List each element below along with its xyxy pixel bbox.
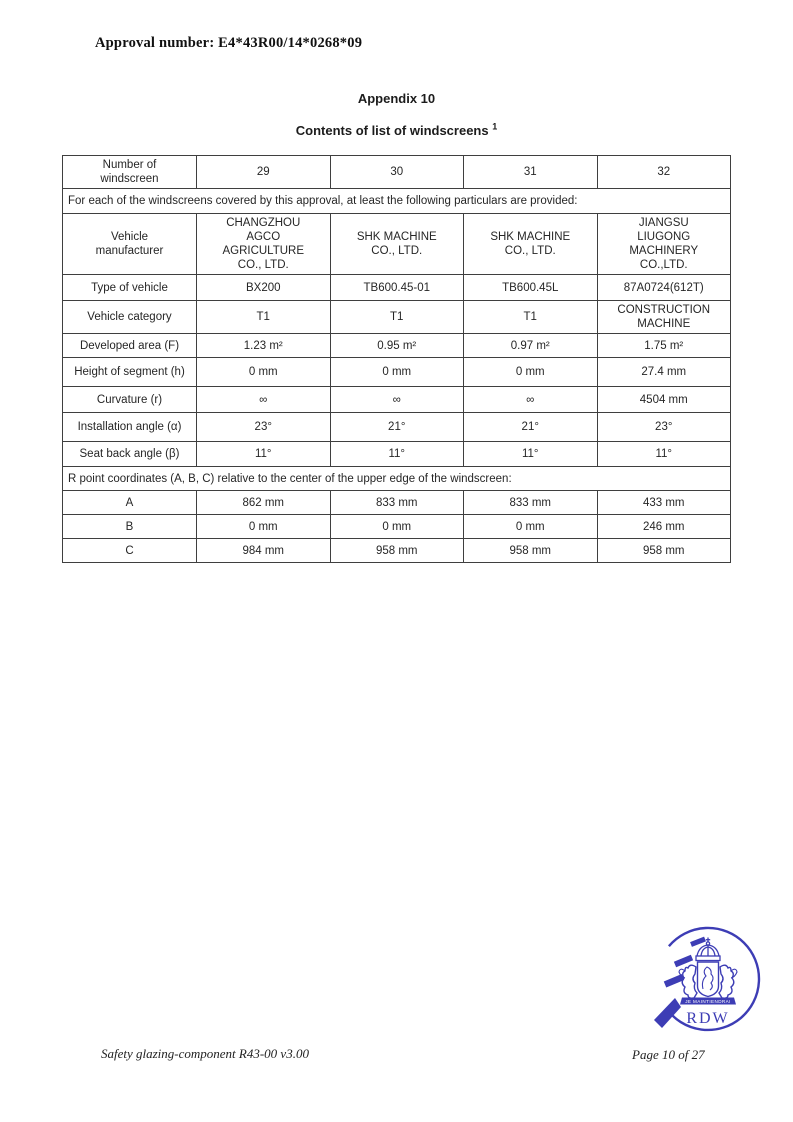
windscreens-table: [62, 155, 731, 563]
cell-c-32: 958 mm: [597, 539, 731, 563]
cell-type-31: TB600.45L: [464, 275, 598, 301]
row-label-developed-area: Developed area (F): [63, 334, 197, 358]
motto-text: JE MAINTIENDRAI: [685, 998, 731, 1004]
cell-height-29: 0 mm: [197, 358, 331, 387]
cell-a-31: 833 mm: [464, 491, 598, 515]
table-row: [63, 358, 731, 387]
cell-category-29: T1: [197, 301, 331, 334]
table-row: [63, 515, 731, 539]
windscreen-number-31: 31: [464, 156, 598, 189]
approval-number: Approval number: E4*43R00/14*0268*09: [95, 35, 363, 51]
table-row: [63, 539, 731, 563]
cell-area-30: 0.95 m²: [330, 334, 464, 358]
table-row: [63, 334, 731, 358]
windscreen-number-30: 30: [330, 156, 464, 189]
cell-install-angle-31: 21°: [464, 413, 598, 442]
cell-curvature-30: ∞: [330, 387, 464, 413]
contents-title-footnote-marker: 1: [492, 121, 498, 132]
cell-manufacturer-31: SHK MACHINE CO., LTD.: [464, 214, 598, 275]
table-row: [63, 189, 731, 214]
rdw-logo-graphic: [652, 921, 764, 1037]
cell-install-angle-30: 21°: [330, 413, 464, 442]
cell-type-30: TB600.45-01: [330, 275, 464, 301]
row-label-number-of-windscreen: Number of windscreen: [63, 156, 197, 189]
motto-banner: [680, 998, 736, 1005]
cell-a-30: 833 mm: [330, 491, 464, 515]
cell-b-32: 246 mm: [597, 515, 731, 539]
footer-document-id: Safety glazing-component R43-00 v3.00: [101, 1046, 309, 1061]
r-point-heading-row: R point coordinates (A, B, C) relative to the center of the upper edge of the windscreen:: [63, 467, 731, 491]
cell-type-32: 87A0724(612T): [597, 275, 731, 301]
cell-category-32: CONSTRUCTION MACHINE: [597, 301, 731, 334]
cell-seat-angle-31: 11°: [464, 442, 598, 467]
cell-curvature-29: ∞: [197, 387, 331, 413]
cell-type-29: BX200: [197, 275, 331, 301]
table-row: [63, 413, 731, 442]
cell-manufacturer-30: SHK MACHINE CO., LTD.: [330, 214, 464, 275]
cell-b-29: 0 mm: [197, 515, 331, 539]
table-row: [63, 387, 731, 413]
footer-page-number: Page 10 of 27: [632, 1047, 705, 1062]
cell-manufacturer-29: CHANGZHOU AGCO AGRICULTURE CO., LTD.: [197, 214, 331, 275]
table-row: [63, 301, 731, 334]
cell-c-31: 958 mm: [464, 539, 598, 563]
intro-row: For each of the windscreens covered by this approval, at least the following particulars are provided:: [63, 189, 731, 214]
cell-c-29: 984 mm: [197, 539, 331, 563]
cell-b-31: 0 mm: [464, 515, 598, 539]
left-lion-icon: [679, 965, 697, 998]
cell-area-29: 1.23 m²: [197, 334, 331, 358]
cell-area-31: 0.97 m²: [464, 334, 598, 358]
row-label-vehicle-manufacturer: Vehicle manufacturer: [63, 214, 197, 275]
shield-icon: [698, 962, 719, 997]
row-label-vehicle-category: Vehicle category: [63, 301, 197, 334]
cell-a-29: 862 mm: [197, 491, 331, 515]
row-label-height-of-segment: Height of segment (h): [63, 358, 197, 387]
cell-a-32: 433 mm: [597, 491, 731, 515]
row-label-curvature: Curvature (r): [63, 387, 197, 413]
row-label-coordinate-c: C: [63, 539, 197, 563]
cell-manufacturer-32: JIANGSU LIUGONG MACHINERY CO.,LTD.: [597, 214, 731, 275]
rdw-text: RDW: [686, 1010, 730, 1027]
table-row: [63, 214, 731, 275]
cell-seat-angle-29: 11°: [197, 442, 331, 467]
cell-height-31: 0 mm: [464, 358, 598, 387]
table-row: [63, 156, 731, 189]
contents-title-text: Contents of list of windscreens: [295, 123, 489, 138]
cell-install-angle-32: 23°: [597, 413, 731, 442]
cell-curvature-32: 4504 mm: [597, 387, 731, 413]
table-row: [63, 467, 731, 491]
cell-c-30: 958 mm: [330, 539, 464, 563]
rdw-stamp-logo: [652, 921, 764, 1037]
cell-seat-angle-32: 11°: [597, 442, 731, 467]
speed-wedge: [654, 998, 681, 1028]
windscreen-number-29: 29: [197, 156, 331, 189]
table-row: [63, 275, 731, 301]
cell-curvature-31: ∞: [464, 387, 598, 413]
table-row: [63, 491, 731, 515]
cell-height-30: 0 mm: [330, 358, 464, 387]
cell-area-32: 1.75 m²: [597, 334, 731, 358]
cell-height-32: 27.4 mm: [597, 358, 731, 387]
row-label-type-of-vehicle: Type of vehicle: [63, 275, 197, 301]
cell-category-31: T1: [464, 301, 598, 334]
row-label-seat-back-angle: Seat back angle (β): [63, 442, 197, 467]
cell-install-angle-29: 23°: [197, 413, 331, 442]
appendix-title: Appendix 10: [357, 91, 436, 106]
cell-b-30: 0 mm: [330, 515, 464, 539]
row-label-coordinate-b: B: [63, 515, 197, 539]
row-label-coordinate-a: A: [63, 491, 197, 515]
row-label-installation-angle: Installation angle (α): [63, 413, 197, 442]
contents-title: [0, 123, 793, 138]
cell-category-30: T1: [330, 301, 464, 334]
cell-seat-angle-30: 11°: [330, 442, 464, 467]
table-row: [63, 442, 731, 467]
windscreen-number-32: 32: [597, 156, 731, 189]
right-lion-icon: [719, 965, 737, 998]
